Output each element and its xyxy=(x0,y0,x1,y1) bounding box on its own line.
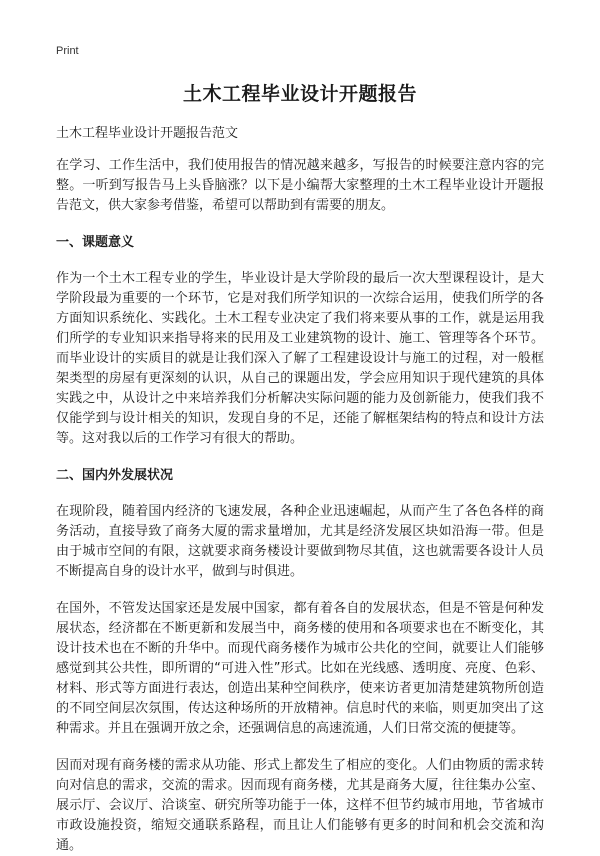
page-title: 土木工程毕业设计开题报告 xyxy=(182,83,417,105)
intro-paragraph: 在学习、工作生活中，我们使用报告的情况越来越多，写报告的时候要注意内容的完整。一听到写报告马上头昏脑涨？以下是小编帮大家整理的土木工程毕业设计开题报告范文，供大家参考借鉴，希望可以帮助到有需要的朋友。 xyxy=(56,158,544,213)
paragraph: 作为一个土木工程专业的学生，毕业设计是大学阶段的最后一次大型课程设计，是大学阶段最为重要的一个环节，它是对我们所学知识的一次综合运用，使我们所学的各方面知识系统化、实践化。土木工程专业决定了我们将来要从事的工作，就是运用我们所学的专业知识来指导将来的民用及工业建筑物的设计、施工、管理等各个环节。而毕业设计的实质目的就是让我们深入了解了工程建设设计与施工的过程，对一般框架类型的房屋有更深刻的认识，从自己的课题出发，学会应用知识于现代建筑的具体实践之中，从设计之中来培养我们分析解决实际问题的能力及创新能力，使我们我不仅能学到与设计相关的知识，发现自身的不足，还能了解框架结构的特点和设计方法等。这对我以后的工作学习有很大的帮助。 xyxy=(56,271,544,446)
print-link[interactable]: Print xyxy=(56,45,79,57)
section-heading-significance: 一、课题意义 xyxy=(56,235,135,250)
section-heading-development: 二、国内外发展状况 xyxy=(56,468,174,483)
paragraph: 在国外，不管发达国家还是发展中国家，都有着各自的发展状态，但是不管是何种发展状态，经济都在不断更新和发展当中，商务楼的使用和各项要求也在不断变化，其设计技术也在不断的升华中。而现代商务楼作为城市公共化的空间，就要让人们能够感觉到其公共性，即所谓的“可进入性”形式。比如在光线感、透明度、亮度、色彩、材料、形式等方面进行表达，创造出某种空间秩序，使来访者更加清楚建筑物所创造的不同空间层次氛围，传达这种场所的开放精神。信息时代的来临，则更加突出了这种需求。并且在强调开放之余，还强调信息的高速流通，人们日常交流的便捷等。 xyxy=(56,601,544,736)
document-subtitle: 土木工程毕业设计开题报告范文 xyxy=(56,126,239,141)
paragraph: 在现阶段，随着国内经济的飞速发展，各种企业迅速崛起，从而产生了各色各样的商务活动，直接导致了商务大厦的需求量增加，尤其是经济发展区块如沿海一带。但是由于城市空间的有限，这就要求商务楼设计要做到物尽其值，这也就需要各设计人员不断提高自身的设计水平，做到与时俱进。 xyxy=(56,504,544,579)
paragraph: 因而对现有商务楼的需求从功能、形式上都发生了相应的变化。人们由物质的需求转向对信息的需求，交流的需求。因而现有商务楼，尤其是商务大厦，往往集办公室、展示厅、会议厅、洽谈室、研究所等功能于一体，这样不但节约城市用地，节省城市市政设施投资，缩短交通联系路程，而且让人们能够有更多的时间和机会交流和沟通。 xyxy=(56,758,544,853)
